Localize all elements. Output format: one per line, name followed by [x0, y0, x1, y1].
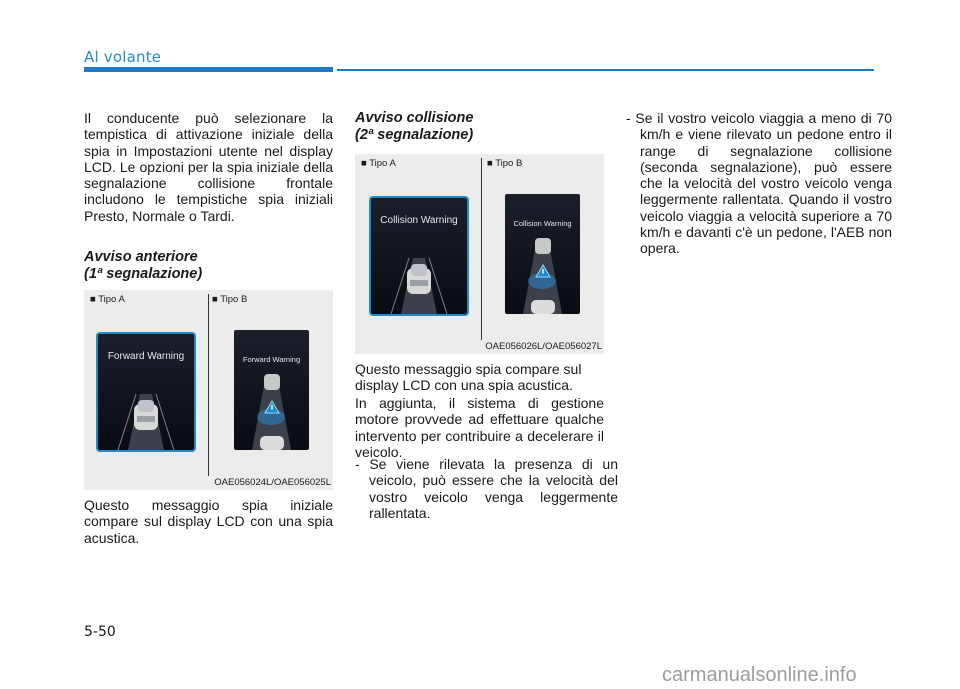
caption-collision-warning: Questo messaggio spia compare sul display LCD con una spia acustica. [355, 361, 582, 394]
subheading-line1: Avviso anteriore [84, 249, 198, 265]
screen-message: Forward Warning [242, 355, 301, 364]
figure-label-type-b: ■ Tipo B [212, 294, 248, 305]
screen-type-b [505, 194, 580, 314]
section-title: Al volante [84, 48, 162, 66]
figure-label-type-a: ■ Tipo A [361, 158, 396, 169]
screen-type-a [96, 332, 196, 452]
subheading-line2: (1ª segnalazione) [84, 266, 203, 282]
subheading-line1: Avviso collisione [355, 110, 474, 126]
subheading-forward-warning [84, 249, 333, 283]
caption-forward-warning: Questo messaggio spia iniziale compare sul display LCD con una spia acustica. [84, 497, 333, 546]
subheading-line2: (2ª segnalazione) [355, 127, 474, 143]
warning-triangle-icon [264, 400, 280, 414]
header-rule-thick [84, 67, 333, 72]
subheading-collision-warning [355, 110, 604, 144]
figure-forward-warning [84, 290, 333, 490]
screen-type-a [369, 196, 469, 316]
figure-collision-warning [355, 154, 604, 354]
watermark: carmanualsonline.info [662, 664, 857, 686]
figure-code: OAE056026L/OAE056027L [485, 341, 602, 352]
warning-triangle-icon [535, 264, 551, 278]
figure-label-type-a: ■ Tipo A [90, 294, 125, 305]
own-car-icon [258, 432, 286, 450]
bullet-vehicle-detected: - Se viene rilevata la presenza di un veicolo, può essere che la velocità del vostro veicolo venga leggermente rallentata. [355, 456, 618, 521]
car-icon [262, 372, 282, 392]
own-car-icon [529, 296, 557, 314]
screen-message: Forward Warning [107, 351, 185, 362]
header-rule-thin [337, 69, 874, 71]
figure-code: OAE056024L/OAE056025L [214, 477, 331, 488]
intro-paragraph: Il conducente può selezionare la tempistica di attivazione iniziale della spia in Impostazioni utente nel display LCD. Le opzioni per la spia iniziale della segnalazione collisione frontale includono le tempistiche spia iniziali Presto, Normale o Tardi. [84, 110, 333, 224]
car-icon [533, 236, 553, 256]
screen-message: Collision Warning [380, 215, 458, 226]
car-icon [131, 398, 161, 432]
screen-type-b [234, 330, 309, 450]
figure-divider [481, 158, 482, 340]
body-collision-warning: In aggiunta, il sistema di gestione motore provvede ad effettuare qualche intervento per contribuire a decelerare il veicolo. [355, 395, 604, 460]
car-icon [404, 262, 434, 296]
figure-label-type-b: ■ Tipo B [487, 158, 523, 169]
figure-divider [208, 294, 209, 476]
bullet-pedestrian-detected: - Se il vostro veicolo viaggia a meno di 70 km/h e viene rilevato un pedone entro il range di segnalazione collisione (seconda segnalazione), può essere che la velocità del vostro veicolo venga leggermente rallentata. Quando il vostro veicolo viaggia a velocità superiore a 70 km/h e davanti c'è un pedone, l'AEB non opera. [626, 110, 892, 257]
page-number: 5-50 [84, 624, 116, 640]
screen-message: Collision Warning [513, 219, 572, 228]
